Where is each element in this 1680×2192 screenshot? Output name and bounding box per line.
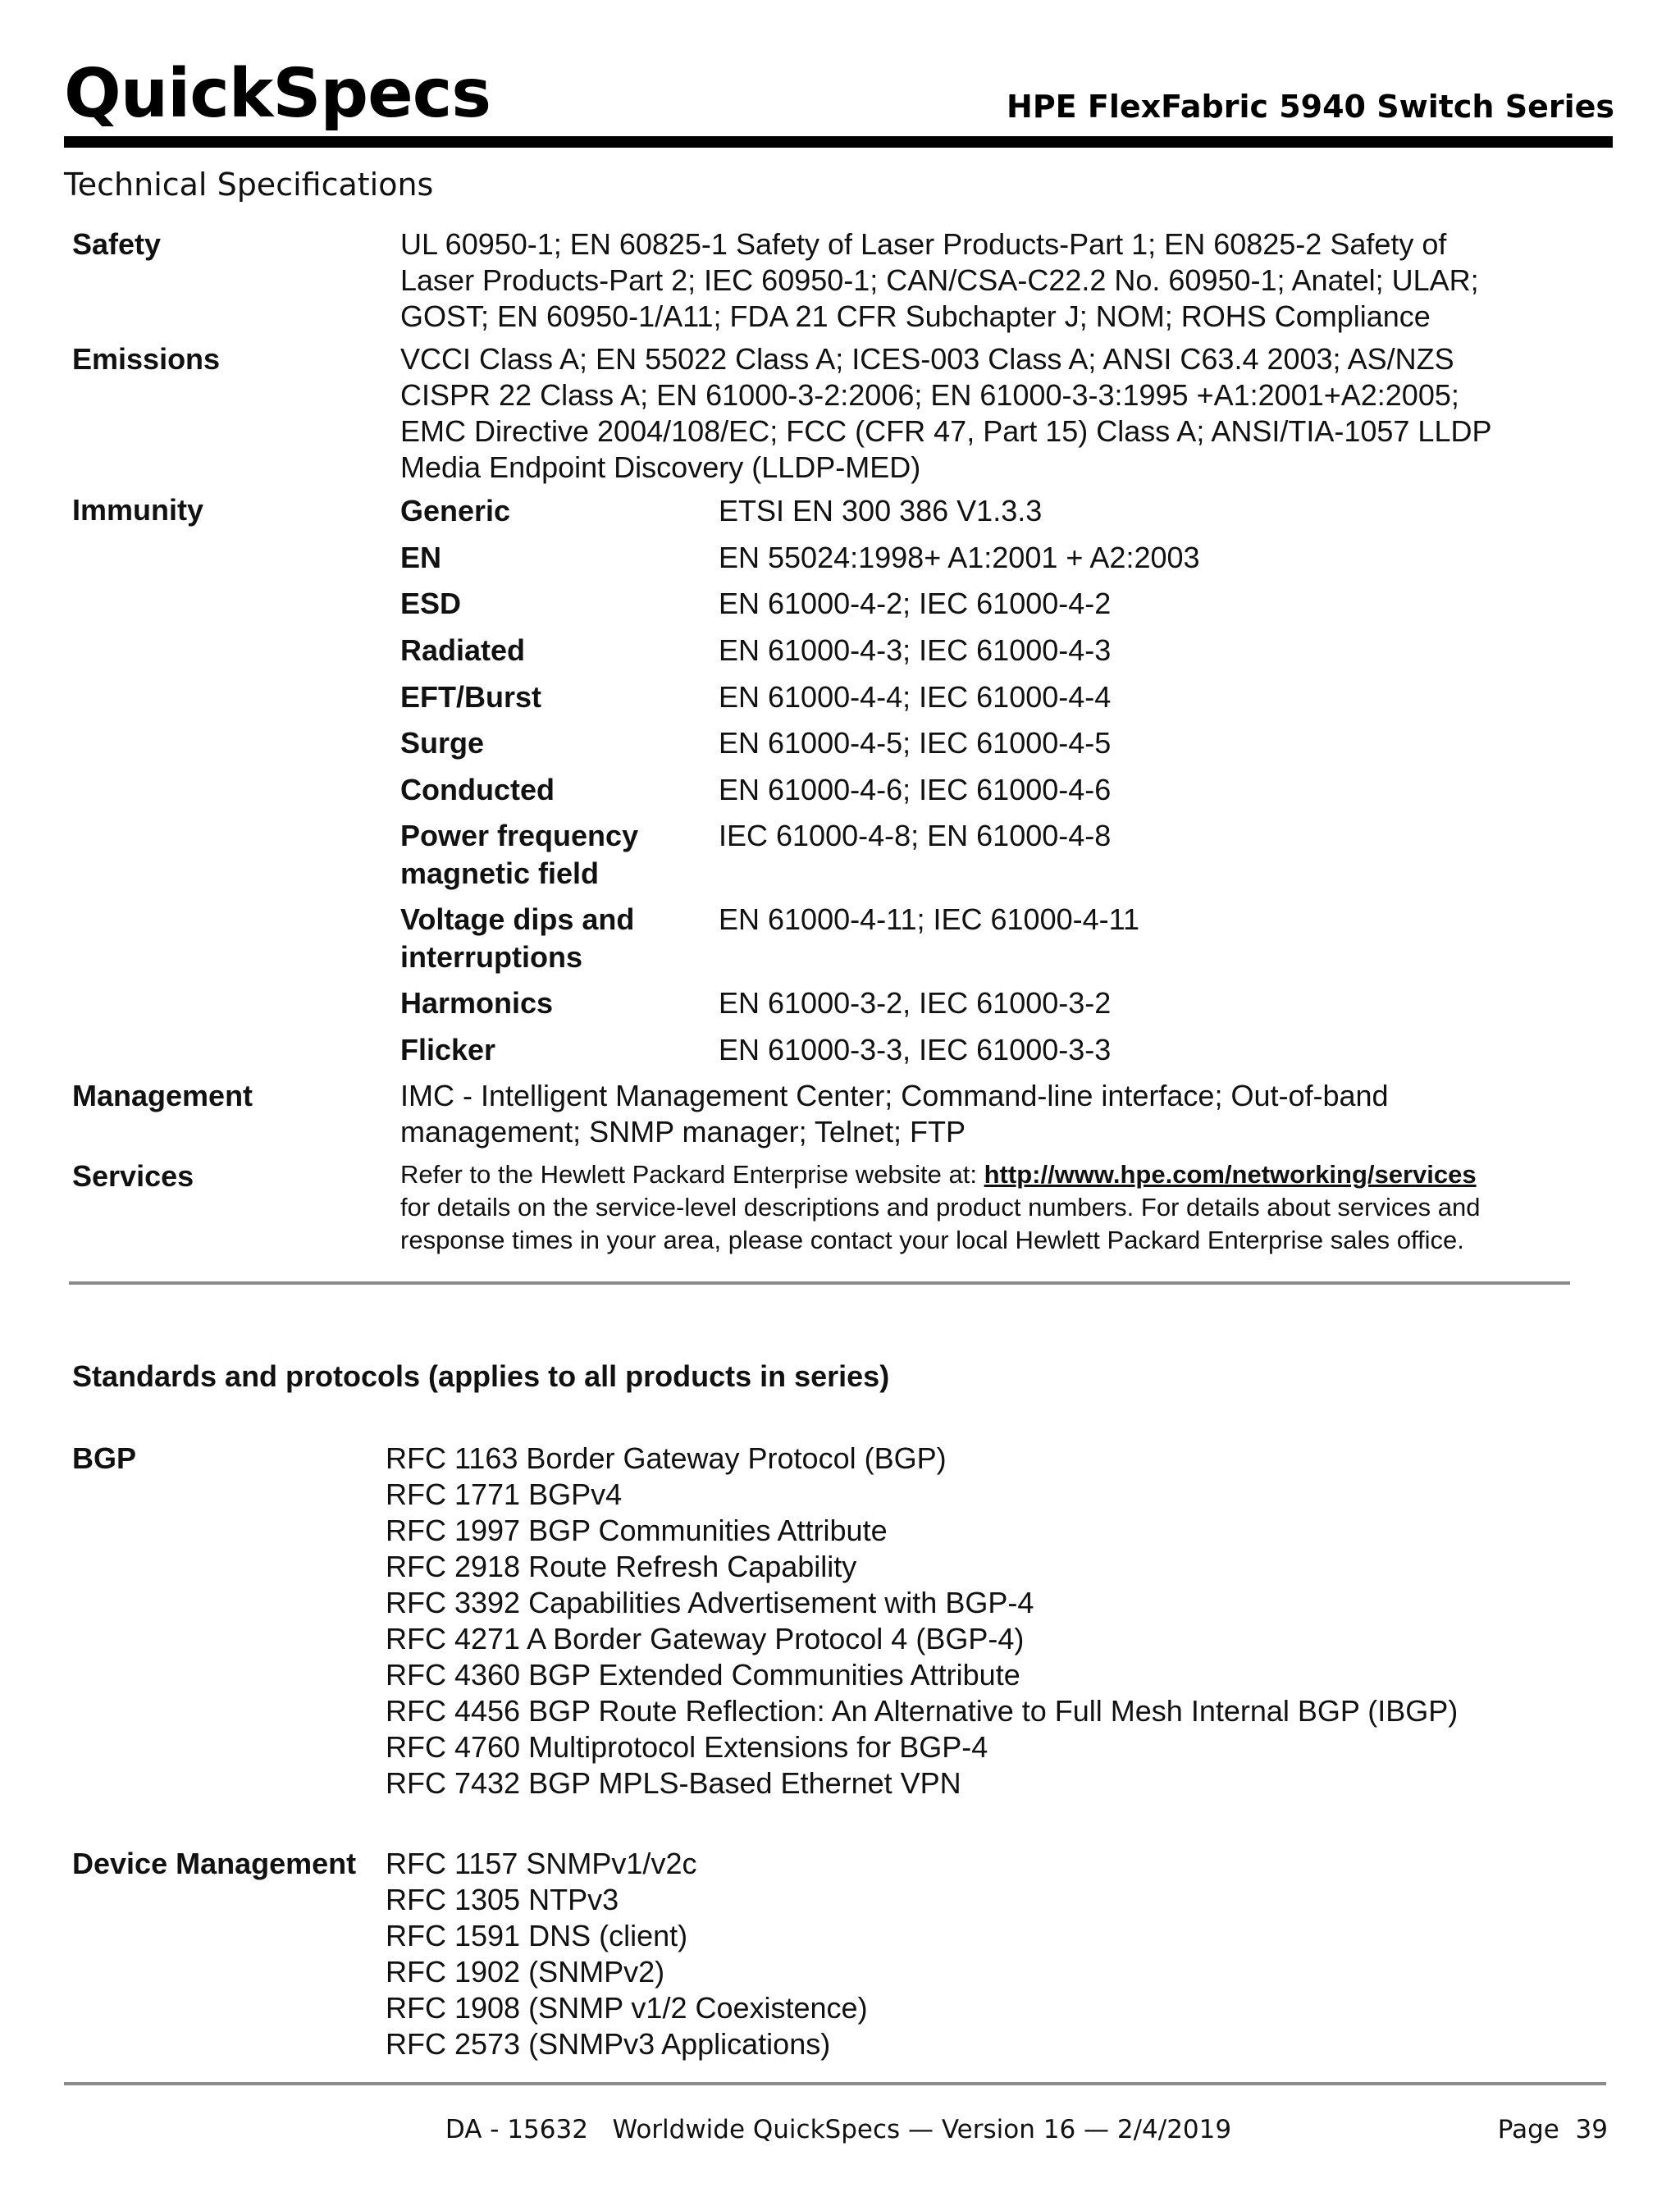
services-line bbox=[400, 1158, 1598, 1191]
immunity-value: EN 61000-4-3; IEC 61000-4-3 bbox=[719, 633, 1112, 667]
immunity-value: EN 61000-3-3, IEC 61000-3-3 bbox=[719, 1033, 1112, 1066]
immunity-value: IEC 61000-4-8; EN 61000-4-8 bbox=[719, 819, 1112, 852]
immunity-name: EFT/Burst bbox=[400, 680, 542, 714]
immunity-name: ESD bbox=[400, 587, 462, 620]
services-text: Refer to the Hewlett Packard Enterprise website at: bbox=[400, 1160, 984, 1189]
immunity-name bbox=[400, 901, 712, 976]
immunity-name: Flicker bbox=[400, 1033, 496, 1066]
footer-divider bbox=[64, 2082, 1606, 2085]
page-header bbox=[64, 57, 1614, 148]
list-item: RFC 2918 Route Refresh Capability bbox=[386, 1550, 857, 1583]
spec-label: Management bbox=[72, 1079, 253, 1112]
immunity-name: EN bbox=[400, 541, 442, 574]
list-item: RFC 4456 BGP Route Reflection: An Alternative to Full Mesh Internal BGP (IBGP) bbox=[386, 1694, 1459, 1728]
spec-value bbox=[400, 1078, 1598, 1150]
spec-value bbox=[400, 1158, 1598, 1257]
spec-line: Laser Products-Part 2; IEC 60950-1; CAN/CSA-C22.2 No. 60950-1; Anatel; ULAR; bbox=[400, 263, 1479, 297]
services-line: for details on the service-level descriptions and product numbers. For details about services and bbox=[400, 1193, 1481, 1222]
immunity-name: Harmonics bbox=[400, 986, 554, 1020]
immunity-value: EN 55024:1998+ A1:2001 + A2:2003 bbox=[719, 541, 1200, 574]
page-footer bbox=[64, 2112, 1613, 2153]
list-item: RFC 1997 BGP Communities Attribute bbox=[386, 1514, 888, 1547]
spec-row-emissions bbox=[72, 341, 1606, 489]
immunity-value: EN 61000-4-4; IEC 61000-4-4 bbox=[719, 680, 1112, 714]
spec-row-management bbox=[72, 1078, 1606, 1152]
services-link[interactable]: http://www.hpe.com/networking/services bbox=[984, 1160, 1477, 1189]
header-rule bbox=[64, 136, 1613, 148]
immunity-name-line: Power frequency bbox=[400, 819, 639, 852]
list-item: RFC 1157 SNMPv1/v2c bbox=[386, 1847, 697, 1880]
spec-label: Emissions bbox=[72, 342, 221, 376]
services-line: response times in your area, please contact your local Hewlett Packard Enterprise sales office. bbox=[400, 1226, 1464, 1254]
protocol-group-label: Device Management bbox=[72, 1847, 357, 1880]
brand-title: QuickSpecs bbox=[64, 55, 491, 133]
list-item: RFC 4271 A Border Gateway Protocol 4 (BGP-4) bbox=[386, 1622, 1025, 1655]
list-item: RFC 7432 BGP MPLS-Based Ethernet VPN bbox=[386, 1766, 961, 1800]
immunity-name bbox=[400, 817, 712, 893]
spec-line: VCCI Class A; EN 55022 Class A; ICES-003 Class A; ANSI C63.4 2003; AS/NZS bbox=[400, 342, 1454, 376]
list-item: RFC 1908 (SNMP v1/2 Coexistence) bbox=[386, 1991, 868, 2025]
standards-title: Standards and protocols (applies to all products in series) bbox=[72, 1359, 890, 1393]
immunity-value: EN 61000-4-6; IEC 61000-4-6 bbox=[719, 773, 1112, 806]
footer-doc-info: DA - 15632 Worldwide QuickSpecs — Version 16 — 2/4/2019 bbox=[445, 2115, 1232, 2144]
spec-label: Immunity bbox=[72, 493, 204, 527]
spec-row-safety bbox=[72, 226, 1606, 341]
spec-line: UL 60950-1; EN 60825-1 Safety of Laser Products-Part 1; EN 60825-2 Safety of bbox=[400, 227, 1447, 261]
spec-line: CISPR 22 Class A; EN 61000-3-2:2006; EN 61000-3-3:1995 +A1:2001+A2:2005; bbox=[400, 378, 1459, 412]
spec-row-services bbox=[72, 1158, 1606, 1265]
immunity-value: EN 61000-4-2; IEC 61000-4-2 bbox=[719, 587, 1112, 620]
immunity-name: Surge bbox=[400, 726, 485, 760]
spec-value bbox=[400, 226, 1598, 335]
spec-label: Safety bbox=[72, 227, 162, 261]
spec-line: Media Endpoint Discovery (LLDP-MED) bbox=[400, 450, 921, 484]
immunity-name-line: interruptions bbox=[400, 940, 582, 974]
immunity-name-line: Voltage dips and bbox=[400, 902, 635, 936]
spec-line: EMC Directive 2004/108/EC; FCC (CFR 47, Part 15) Class A; ANSI/TIA-1057 LLDP bbox=[400, 414, 1492, 448]
spec-line: GOST; EN 60950-1/A11; FDA 21 CFR Subchapter J; NOM; ROHS Compliance bbox=[400, 299, 1431, 333]
list-item: RFC 4760 Multiprotocol Extensions for BGP-4 bbox=[386, 1730, 988, 1764]
spec-line: management; SNMP manager; Telnet; FTP bbox=[400, 1115, 966, 1149]
immunity-name: Radiated bbox=[400, 633, 526, 667]
section-divider bbox=[69, 1281, 1570, 1285]
spec-line: IMC - Intelligent Management Center; Command-line interface; Out-of-band bbox=[400, 1079, 1389, 1112]
footer-page-number: Page 39 bbox=[1497, 2115, 1608, 2144]
immunity-name: Conducted bbox=[400, 773, 555, 806]
immunity-name: Generic bbox=[400, 494, 511, 527]
protocol-list-bgp bbox=[386, 1441, 1458, 1802]
spec-label: Services bbox=[72, 1159, 194, 1193]
immunity-value: EN 61000-4-5; IEC 61000-4-5 bbox=[719, 726, 1112, 760]
list-item: RFC 1902 (SNMPv2) bbox=[386, 1955, 665, 1989]
list-item: RFC 1305 NTPv3 bbox=[386, 1883, 619, 1916]
list-item: RFC 1771 BGPv4 bbox=[386, 1477, 623, 1511]
section-title: Technical Specifications bbox=[64, 167, 434, 203]
immunity-name-line: magnetic field bbox=[400, 856, 600, 890]
protocol-list-device-management bbox=[386, 1846, 868, 2062]
list-item: RFC 4360 BGP Extended Communities Attribute bbox=[386, 1658, 1020, 1692]
product-name: HPE FlexFabric 5940 Switch Series bbox=[1007, 89, 1614, 125]
immunity-value: ETSI EN 300 386 V1.3.3 bbox=[719, 494, 1043, 527]
protocol-group-label: BGP bbox=[72, 1441, 137, 1475]
list-item: RFC 2573 (SNMPv3 Applications) bbox=[386, 2027, 831, 2061]
immunity-value: EN 61000-3-2, IEC 61000-3-2 bbox=[719, 986, 1112, 1020]
list-item: RFC 1591 DNS (client) bbox=[386, 1919, 688, 1952]
list-item: RFC 3392 Capabilities Advertisement with BGP-4 bbox=[386, 1586, 1034, 1619]
spec-value bbox=[400, 341, 1598, 486]
list-item: RFC 1163 Border Gateway Protocol (BGP) bbox=[386, 1441, 947, 1475]
immunity-value: EN 61000-4-11; IEC 61000-4-11 bbox=[719, 902, 1139, 936]
